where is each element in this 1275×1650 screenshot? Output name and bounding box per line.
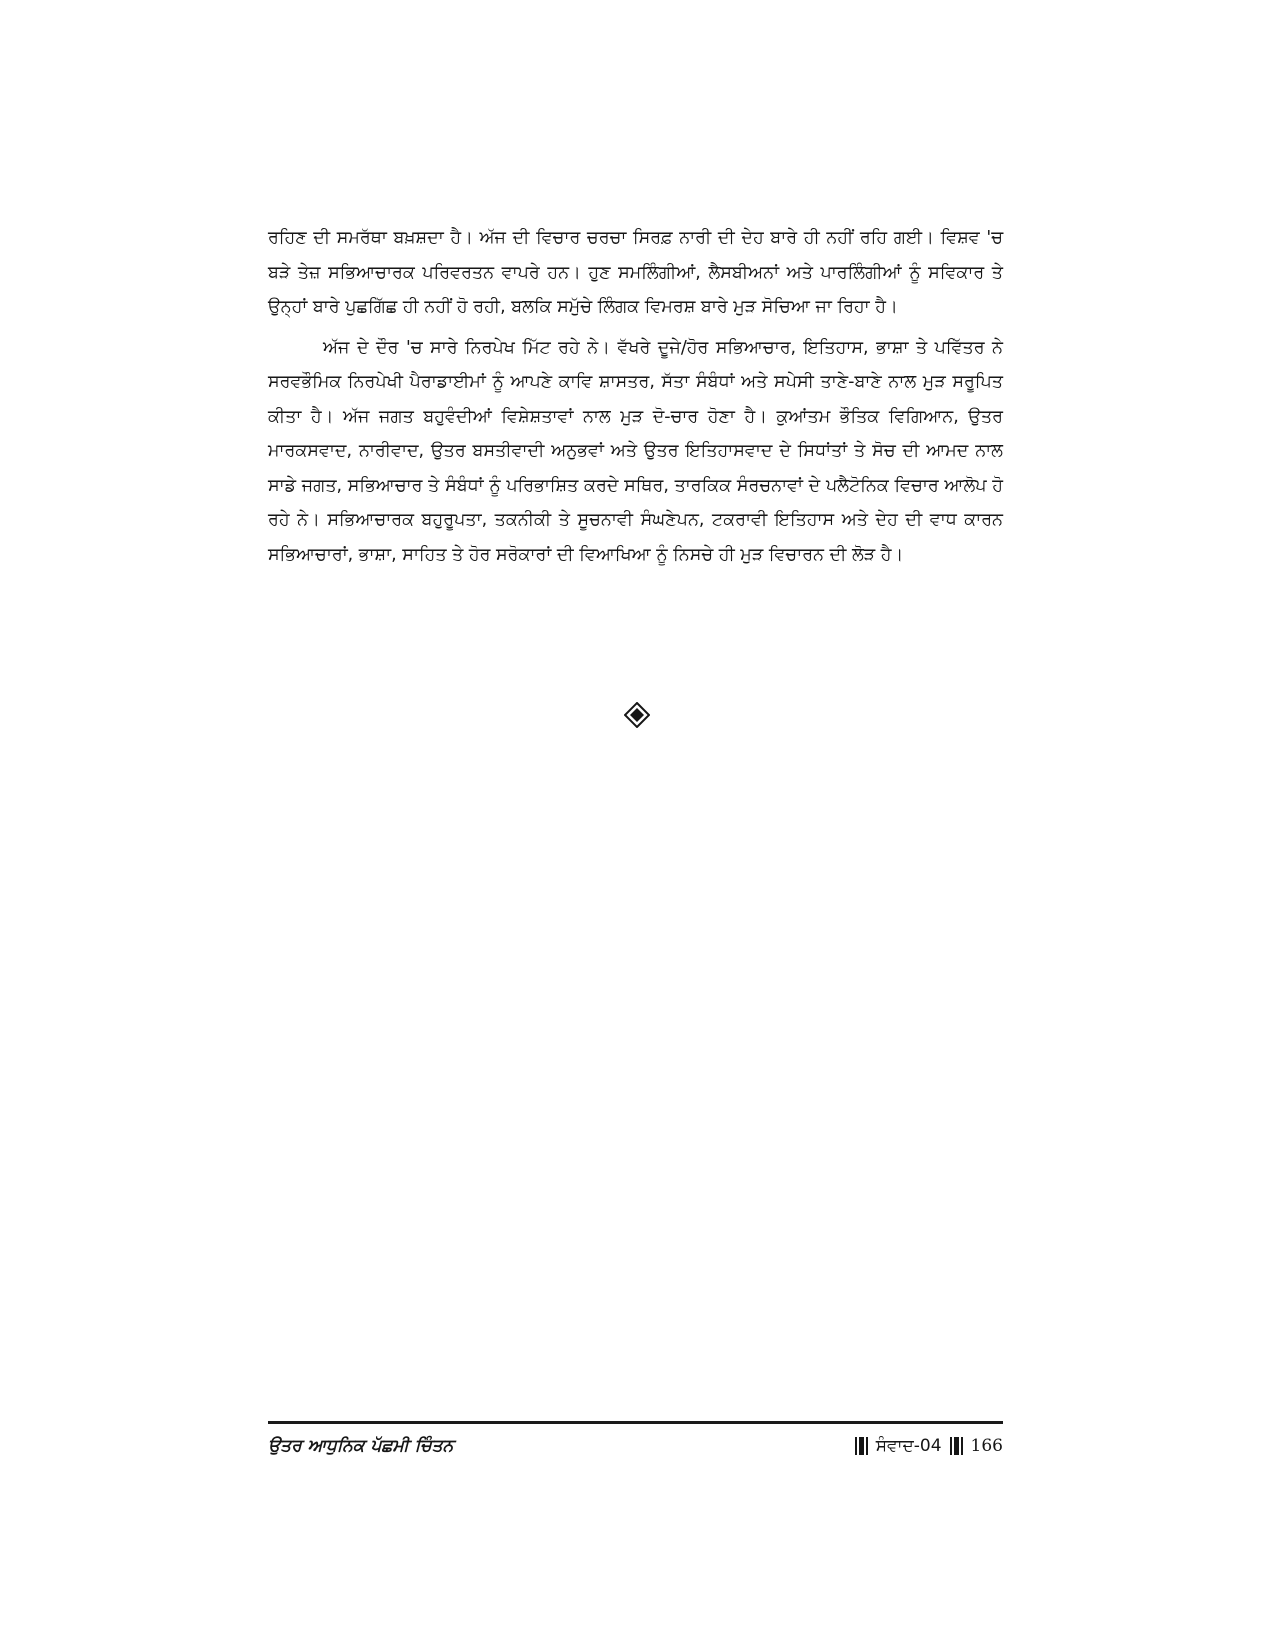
barcode-divider-icon xyxy=(855,1437,868,1455)
footer-book-title: ਉਤਰ ਆਧੁਨਿਕ ਪੱਛਮੀ ਚਿੰਤਨ xyxy=(268,1436,454,1456)
paragraph-2: ਅੱਜ ਦੇ ਦੌਰ 'ਚ ਸਾਰੇ ਨਿਰਪੇਖ ਮਿੱਟ ਰਹੇ ਨੇ। ਵੱਖਰੇ ਦੂਜੇ/ਹੋਰ ਸਭਿਆਚਾਰ, ਇਤਿਹਾਸ, ਭਾਸ਼ਾ ਤੇ ਪਵਿੱਤਰ ਨੇ ਸਰਵਭੌਮਿਕ ਨਿਰਪੇਖੀ ਪੈਰਾਡਾਈਮਾਂ ਨੂੰ ਆਪਣੇ ਕਾਵਿ ਸ਼ਾਸਤਰ, ਸੱਤਾ ਸੰਬੰਧਾਂ ਅਤੇ ਸਪੇਸੀ ਤਾਣੇ-ਬਾਣੇ ਨਾਲ ਮੁੜ ਸਰੂਪਿਤ ਕੀਤਾ ਹੈ। ਅੱਜ ਜਗਤ ਬਹੁਵੰਦੀਆਂ ਵਿਸ਼ੇਸ਼ਤਾਵਾਂ ਨਾਲ ਮੁੜ ਦੋ-ਚਾਰ ਹੋਣਾ ਹੈ। ਕੁਆਂਤਮ ਭੌਤਿਕ ਵਿਗਿਆਨ, ਉਤਰ ਮਾਰਕਸਵਾਦ, ਨਾਰੀਵਾਦ, ਉਤਰ ਬਸਤੀਵਾਦੀ ਅਨੁਭਵਾਂ ਅਤੇ ਉਤਰ ਇਤਿਹਾਸਵਾਦ ਦੇ ਸਿਧਾਂਤਾਂ ਤੇ ਸੋਚ ਦੀ ਆਮਦ ਨਾਲ ਸਾਡੇ ਜਗਤ, ਸਭਿਆਚਾਰ ਤੇ ਸੰਬੰਧਾਂ ਨੂੰ ਪਰਿਭਾਸ਼ਿਤ ਕਰਦੇ ਸਥਿਰ, ਤਾਰਕਿਕ ਸੰਰਚਨਾਵਾਂ ਦੇ ਪਲੈਟੋਨਿਕ ਵਿਚਾਰ ਆਲੋਪ ਹੋ ਰਹੇ ਨੇ। ਸਭਿਆਚਾਰਕ ਬਹੁਰੂਪਤਾ, ਤਕਨੀਕੀ ਤੇ ਸੂਚਨਾਵੀ ਸੰਘਣੇਪਨ, ਟਕਰਾਵੀ ਇਤਿਹਾਸ ਅਤੇ ਦੇਹ ਦੀ ਵਾਧ ਕਾਰਨ ਸਭਿਆਚਾਰਾਂ, ਭਾਸ਼ਾ, ਸਾਹਿਤ ਤੇ ਹੋਰ ਸਰੋਕਾਰਾਂ ਦੀ ਵਿਆਖਿਆ ਨੂੰ ਨਿਸਚੇ ਹੀ ਮੁੜ ਵਿਚਾਰਨ ਦੀ ਲੋੜ ਹੈ। xyxy=(268,337,1003,565)
footer-journal-label: ਸੰਵਾਦ-04 xyxy=(875,1436,942,1456)
body-text xyxy=(268,221,1003,572)
barcode-divider-icon xyxy=(950,1437,963,1455)
footer-page-info xyxy=(855,1436,1003,1456)
footer-rule xyxy=(268,1421,1003,1424)
paragraph-1: ਰਹਿਣ ਦੀ ਸਮਰੱਥਾ ਬਖ਼ਸ਼ਦਾ ਹੈ। ਅੱਜ ਦੀ ਵਿਚਾਰ ਚਰਚਾ ਸਿਰਫ਼ ਨਾਰੀ ਦੀ ਦੇਹ ਬਾਰੇ ਹੀ ਨਹੀਂ ਰਹਿ ਗਈ। ਵਿਸ਼ਵ 'ਚ ਬੜੇ ਤੇਜ਼ ਸਭਿਆਚਾਰਕ ਪਰਿਵਰਤਨ ਵਾਪਰੇ ਹਨ। ਹੁਣ ਸਮਲਿੰਗੀਆਂ, ਲੈਸਬੀਅਨਾਂ ਅਤੇ ਪਾਰਲਿੰਗੀਆਂ ਨੂੰ ਸਵਿਕਾਰ ਤੇ ਉਨ੍ਹਾਂ ਬਾਰੇ ਪੁਛਗਿੱਛ ਹੀ ਨਹੀਂ ਹੋ ਰਹੀ, ਬਲਕਿ ਸਮੁੱਚੇ ਲਿੰਗਕ ਵਿਮਰਸ਼ ਬਾਰੇ ਮੁੜ ਸੋਚਿਆ ਜਾ ਰਿਹਾ ਹੈ। xyxy=(268,228,1003,317)
page-number: 166 xyxy=(970,1436,1003,1456)
diamond-ornament-icon xyxy=(624,702,650,728)
